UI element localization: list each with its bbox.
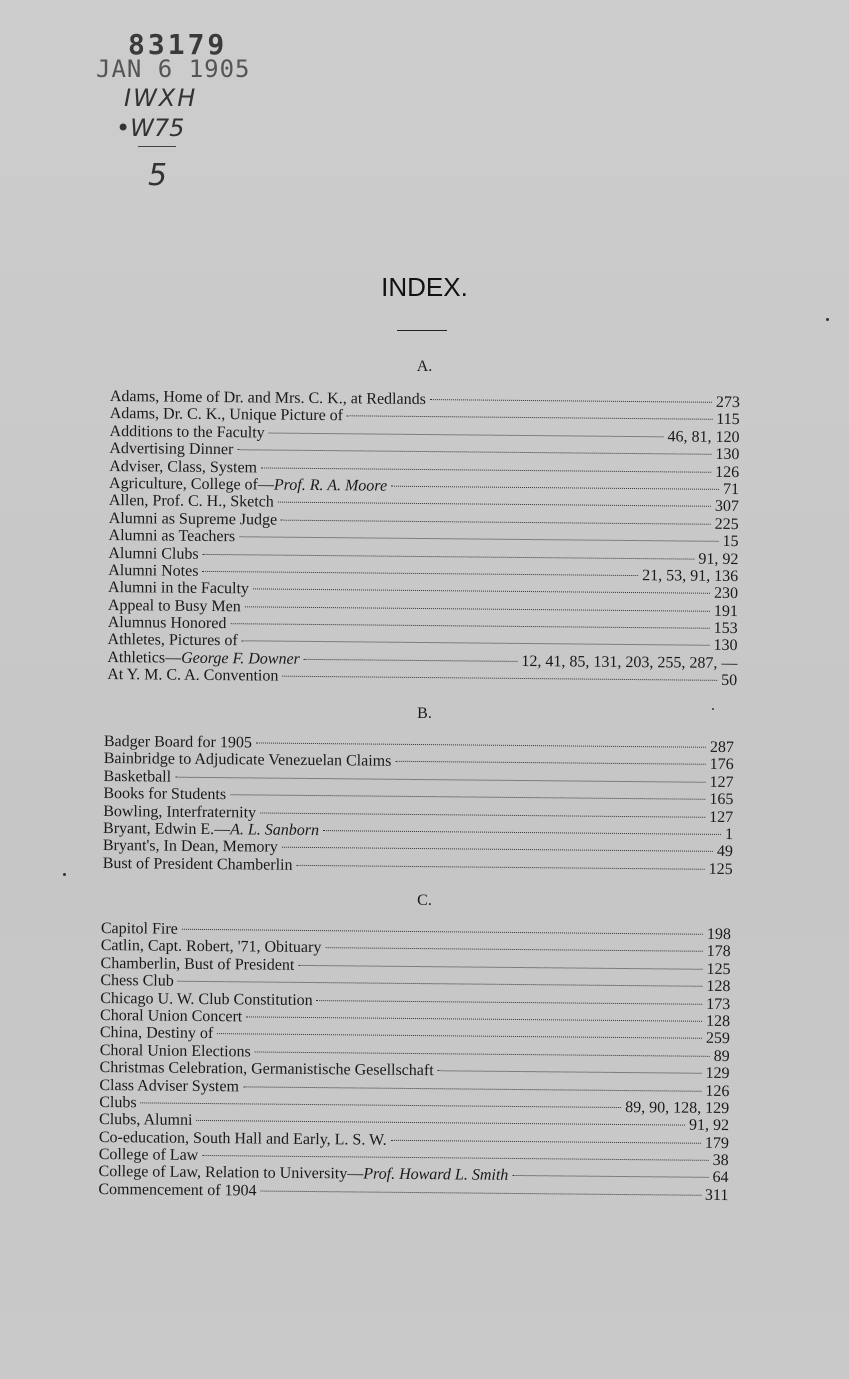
title-divider <box>397 330 447 331</box>
entry-title: College of Law, Relation to University— <box>98 1163 364 1183</box>
entry-title: Christmas Celebration, Germanistische Gesellschaft <box>99 1059 434 1080</box>
entry-label <box>99 1077 239 1096</box>
entry-title: China, Destiny of <box>99 1024 214 1043</box>
entry-label <box>103 785 226 804</box>
entry-author: A. L. Sanborn <box>230 821 320 840</box>
call-number-line3: 5 <box>148 158 168 193</box>
entry-label <box>101 920 178 938</box>
entry-pages: 176 <box>709 756 734 774</box>
entry-title: Agriculture, College of— <box>109 474 275 494</box>
entry-label <box>108 527 235 546</box>
entry-label <box>109 423 264 442</box>
dot-leader <box>230 794 705 800</box>
dot-leader <box>256 742 706 747</box>
entry-label <box>108 614 227 633</box>
entry-title: Badger Board for 1905 <box>103 733 252 752</box>
entry-label <box>100 955 294 974</box>
entry-title: Alumni as Teachers <box>108 527 236 546</box>
dot-leader <box>323 830 721 835</box>
accession-number: 83179 <box>128 28 228 61</box>
entry-title: Athletes, Pictures of <box>107 631 238 650</box>
accession-date: JAN 6 1905 <box>96 55 251 83</box>
entry-title: Adams, Home of Dr. and Mrs. C. K., at Redlands <box>109 388 426 409</box>
entry-label <box>107 666 278 685</box>
dot-leader <box>230 623 709 629</box>
entry-pages: 165 <box>709 790 734 809</box>
entry-title: Alumni Clubs <box>108 544 199 563</box>
entry-label <box>99 1111 193 1129</box>
entry-pages: 64 <box>712 1169 729 1187</box>
entry-pages: 179 <box>704 1134 729 1152</box>
entry-title: Catlin, Capt. Robert, '71, Obituary <box>100 937 322 957</box>
entry-title: Chamberlin, Bust of President <box>100 954 295 974</box>
entry-label <box>99 1094 137 1112</box>
dot-leader <box>182 929 703 935</box>
entry-title: Basketball <box>103 767 172 786</box>
entry-title: At Y. M. C. A. Convention <box>107 666 279 685</box>
entry-title: Bryant's, In Dean, Memory <box>102 837 278 857</box>
entry-pages: 198 <box>706 925 731 944</box>
entry-pages: 129 <box>705 1064 730 1083</box>
entry-title: Adviser, Class, System <box>109 457 258 476</box>
entry-label <box>100 1007 242 1026</box>
dot-leader <box>246 1016 702 1021</box>
dot-leader <box>255 1051 710 1056</box>
entry-pages: 178 <box>706 943 731 961</box>
dot-leader <box>261 1190 701 1195</box>
dot-leader <box>217 1033 702 1039</box>
entry-label <box>104 733 252 752</box>
entry-label <box>103 803 256 822</box>
entry-pages: 49 <box>716 843 733 861</box>
entry-label <box>109 510 278 529</box>
entry-label <box>109 440 233 459</box>
entry-pages: 127 <box>709 808 734 826</box>
section-letter-b: B. <box>417 705 432 722</box>
dot-leader <box>297 865 705 870</box>
entry-title: Allen, Prof. C. H., Sketch <box>108 492 274 511</box>
entry-pages: 225 <box>714 515 739 533</box>
paper-speck <box>712 708 714 710</box>
entry-pages: 71 <box>722 480 740 498</box>
dot-leader <box>178 981 703 987</box>
dot-leader <box>391 486 719 490</box>
entry-title: Co-education, South Hall and Early, L. S. W. <box>98 1128 387 1149</box>
entry-title: Bowling, Interfraternity <box>103 802 257 822</box>
dot-leader <box>278 502 711 507</box>
entry-title: Alumnus Honored <box>107 614 227 633</box>
entry-pages: 89 <box>713 1047 730 1065</box>
entry-title: Athletics— <box>107 648 182 667</box>
call-number-line2: •W75 <box>116 114 185 142</box>
dot-leader <box>253 589 710 594</box>
entry-label <box>108 562 198 580</box>
dot-leader <box>202 571 638 576</box>
entry-author: Prof. Howard L. Smith <box>363 1165 509 1185</box>
section-letter-c: C. <box>417 892 432 909</box>
entry-pages: 38 <box>712 1151 729 1170</box>
dot-leader <box>245 606 710 611</box>
entry-pages: 191 <box>713 602 738 620</box>
entry-label <box>100 990 313 1009</box>
entry-pages: 128 <box>705 1012 731 1030</box>
entry-title: Choral Union Elections <box>99 1041 251 1061</box>
dot-leader <box>175 776 705 782</box>
dot-leader <box>202 1155 708 1161</box>
entry-pages: 12, 41, 85, 131, 203, 255, 287, — <box>521 652 738 672</box>
dot-leader <box>395 761 705 765</box>
dot-leader <box>261 467 711 472</box>
dot-leader <box>281 519 711 524</box>
entry-label <box>109 492 274 511</box>
entry-label <box>98 1181 256 1200</box>
entry-label <box>101 937 322 957</box>
entry-pages: 130 <box>713 637 738 655</box>
dot-leader <box>438 1070 702 1074</box>
entry-label <box>103 768 171 786</box>
entry-pages: 91, 92 <box>688 1116 730 1135</box>
entry-pages: 50 <box>721 672 738 690</box>
call-number-rule <box>138 146 176 147</box>
entry-title: Bainbridge to Adjudicate Venezuelan Claims <box>103 750 392 771</box>
entry-title: Adams, Dr. C. K., Unique Picture of <box>109 405 344 425</box>
entry-label <box>108 579 249 598</box>
page-title: INDEX. <box>381 272 468 302</box>
entry-title: Choral Union Concert <box>100 1006 243 1026</box>
entry-pages: 15 <box>722 533 739 551</box>
dot-leader <box>512 1175 708 1178</box>
entry-pages: 259 <box>705 1030 730 1048</box>
entry-pages: 287 <box>709 738 734 757</box>
entry-title: Additions to the Faculty <box>109 422 265 442</box>
dot-leader <box>347 416 712 421</box>
entry-title: Clubs, Alumni <box>99 1111 193 1130</box>
entry-title: Class Adviser System <box>99 1076 240 1095</box>
dot-leader <box>237 449 711 455</box>
dot-leader <box>242 641 710 646</box>
entry-pages: 153 <box>713 619 738 638</box>
entry-label <box>100 1042 251 1061</box>
entry-label <box>100 972 174 990</box>
dot-leader <box>141 1102 622 1108</box>
entry-title: Books for Students <box>103 785 227 804</box>
entry-pages: 127 <box>709 773 734 791</box>
entry-pages: 173 <box>706 995 731 1013</box>
dot-leader <box>282 676 717 681</box>
dot-leader <box>317 1000 703 1005</box>
entry-pages: 115 <box>716 411 740 429</box>
dot-leader <box>282 847 713 852</box>
section-letter-a: A. <box>416 358 433 375</box>
entry-pages: 126 <box>705 1082 730 1100</box>
dot-leader <box>243 1086 701 1091</box>
entry-title: Bust of President Chamberlin <box>102 854 293 874</box>
entry-pages: 125 <box>706 960 731 978</box>
index-list-a <box>107 388 740 690</box>
entry-title: Chess Club <box>100 972 174 990</box>
entry-label <box>99 1146 199 1164</box>
dot-leader <box>430 399 712 403</box>
dot-leader <box>269 432 664 437</box>
dot-leader <box>298 965 702 970</box>
entry-pages: 230 <box>713 585 739 603</box>
entry-title: Chicago U. W. Club Constitution <box>100 989 313 1009</box>
entry-title: Alumni in the Faculty <box>108 579 250 598</box>
entry-pages: 1 <box>724 825 734 843</box>
entry-title: Alumni as Supreme Judge <box>108 509 278 529</box>
entry-label <box>103 820 319 839</box>
entry-pages: 89, 90, 128, 129 <box>625 1098 730 1117</box>
dot-leader <box>203 553 695 559</box>
entry-pages: 91, 92 <box>698 550 739 568</box>
entry-label <box>103 855 293 874</box>
index-list-b <box>103 733 734 878</box>
entry-pages: 125 <box>708 860 733 878</box>
entry-label <box>108 545 198 563</box>
entry-label <box>107 649 300 668</box>
entry-title: Clubs <box>99 1093 137 1112</box>
entry-author: George F. Downer <box>181 649 300 668</box>
entry-title: Bryant, Edwin E.— <box>103 819 231 839</box>
dot-leader <box>239 536 718 542</box>
call-number-line1: IWXH <box>124 84 198 112</box>
entry-pages: 21, 53, 91, 136 <box>642 567 739 585</box>
entry-title: Alumni Notes <box>108 561 199 580</box>
entry-pages: 130 <box>715 445 740 464</box>
entry-author: Prof. R. A. Moore <box>273 476 388 495</box>
dot-leader <box>260 812 705 817</box>
entry-label <box>100 1024 213 1042</box>
dot-leader <box>196 1120 685 1126</box>
entry-pages: 311 <box>704 1186 729 1204</box>
entry-label <box>110 405 343 425</box>
entry-pages: 273 <box>715 393 740 412</box>
entry-title: Advertising Dinner <box>109 440 234 459</box>
index-list-c <box>98 920 731 1204</box>
entry-pages: 126 <box>715 463 740 481</box>
dot-leader <box>304 659 518 662</box>
entry-label <box>107 631 237 650</box>
entry-title: Commencement of 1904 <box>98 1180 257 1200</box>
entry-label <box>103 837 278 856</box>
entry-label <box>108 597 241 616</box>
dot-leader <box>325 948 702 953</box>
entry-title: Capitol Fire <box>100 920 178 938</box>
entry-title: Appeal to Busy Men <box>107 596 241 615</box>
entry-pages: 46, 81, 120 <box>667 428 740 446</box>
paper-speck <box>63 873 66 876</box>
dot-leader <box>391 1139 701 1143</box>
entry-label <box>109 458 257 477</box>
entry-pages: 128 <box>706 977 731 996</box>
entry-pages: 307 <box>714 498 739 516</box>
entry-title: College of Law <box>98 1146 199 1165</box>
paper-speck <box>826 318 829 321</box>
